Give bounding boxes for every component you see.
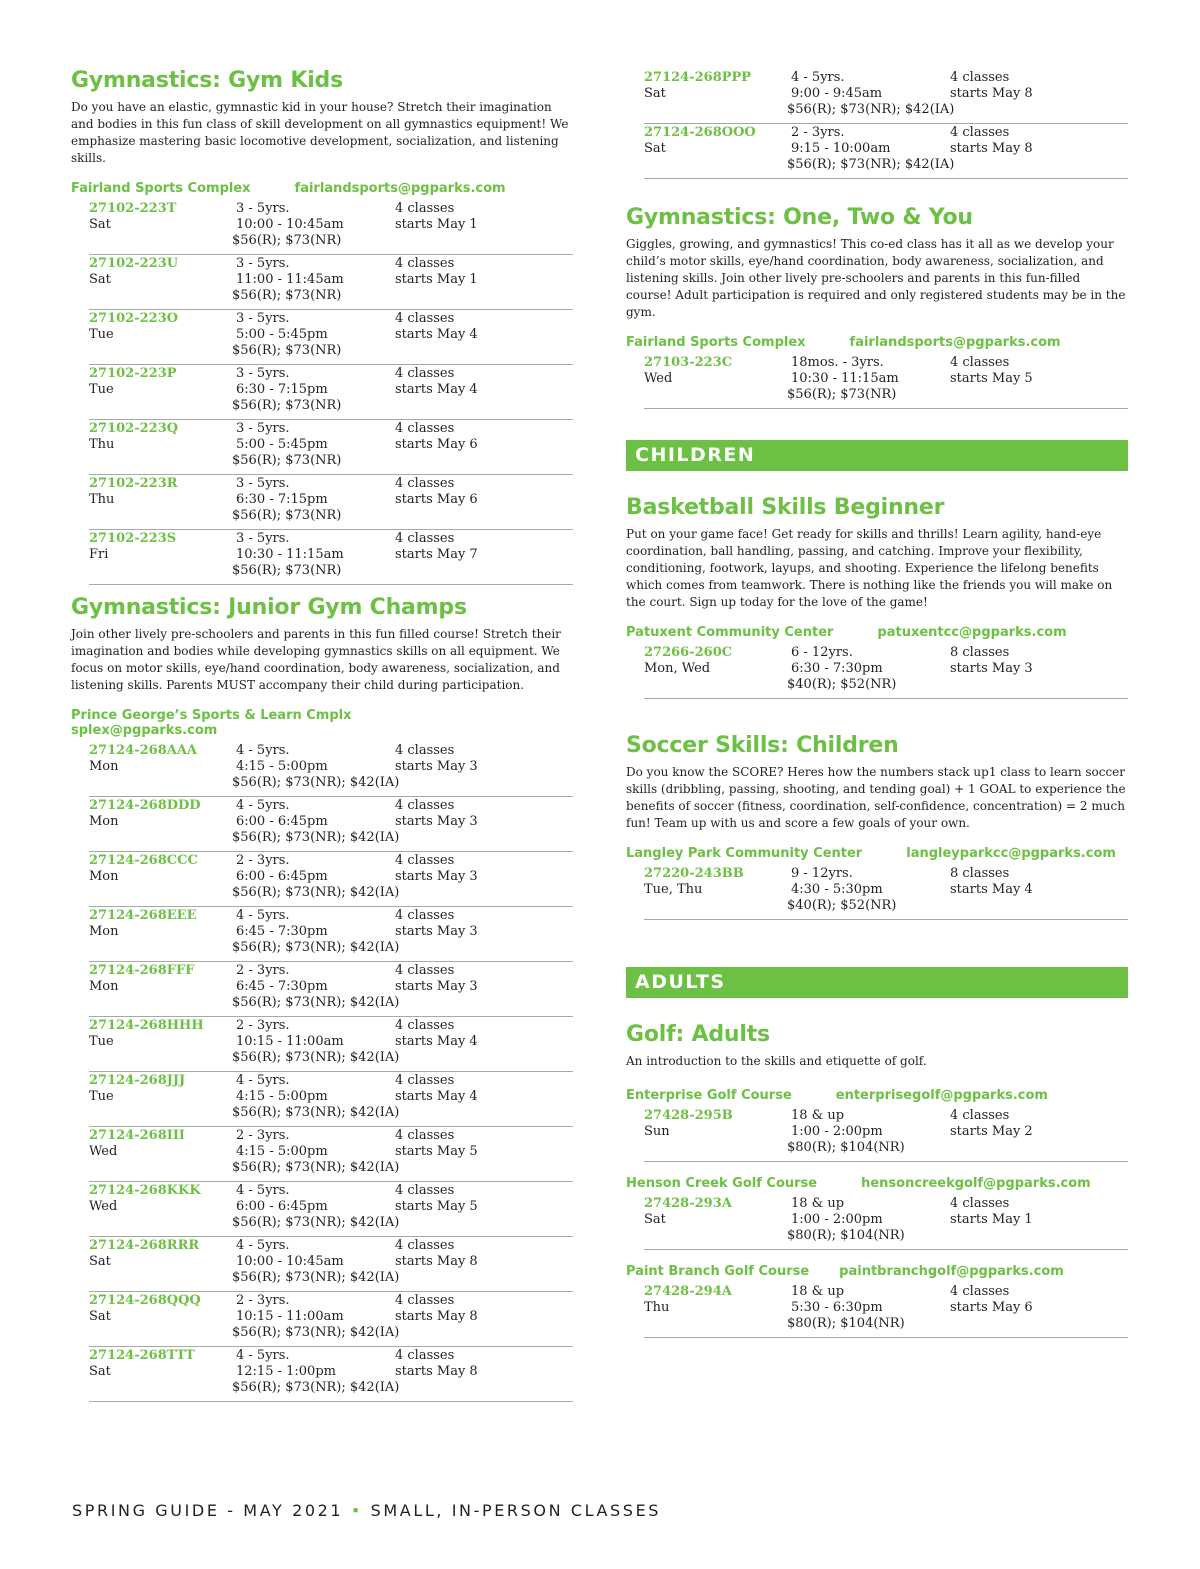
class-code[interactable]: 27124-268JJJ xyxy=(89,1073,186,1088)
one-two-you-section xyxy=(626,204,1128,409)
class-start-date: starts May 1 xyxy=(395,272,478,287)
class-age: 9 - 12yrs. xyxy=(791,866,853,881)
class-start-date: starts May 4 xyxy=(395,1089,478,1104)
class-age: 4 - 5yrs. xyxy=(236,1073,290,1088)
class-age: 4 - 5yrs. xyxy=(236,1183,290,1198)
class-code[interactable]: 27124-268CCC xyxy=(89,853,198,868)
location-line xyxy=(626,1264,1128,1279)
junior-gym-champs-section xyxy=(71,594,573,1402)
class-start-date: starts May 8 xyxy=(395,1254,478,1269)
class-start-date: starts May 7 xyxy=(395,547,478,562)
class-start-date: starts May 8 xyxy=(950,141,1033,156)
class-count: 4 classes xyxy=(395,1348,455,1363)
class-age: 4 - 5yrs. xyxy=(236,798,290,813)
class-fee: $56(R); $73(NR); $42(IA) xyxy=(232,995,400,1010)
class-fee: $56(R); $73(NR) xyxy=(232,563,342,578)
class-fee: $56(R); $73(NR); $42(IA) xyxy=(232,1050,400,1065)
class-day: Tue xyxy=(89,327,114,342)
class-age: 2 - 3yrs. xyxy=(791,125,845,140)
class-code[interactable]: 27102-223U xyxy=(89,256,179,271)
class-code[interactable]: 27124-268EEE xyxy=(89,908,197,923)
class-start-date: starts May 6 xyxy=(395,437,478,452)
class-count: 4 classes xyxy=(395,1293,455,1308)
class-start-date: starts May 3 xyxy=(950,661,1033,676)
class-day: Fri xyxy=(89,547,109,562)
class-day: Mon, Wed xyxy=(644,661,711,676)
class-time: 6:30 - 7:15pm xyxy=(236,382,328,397)
class-code[interactable]: 27124-268DDD xyxy=(89,798,201,813)
class-count: 4 classes xyxy=(395,311,455,326)
class-age: 3 - 5yrs. xyxy=(236,201,290,216)
class-time: 12:15 - 1:00pm xyxy=(236,1364,336,1379)
class-age: 18 & up xyxy=(791,1284,845,1299)
class-row xyxy=(644,124,1128,179)
class-start-date: starts May 8 xyxy=(950,86,1033,101)
class-day: Tue xyxy=(89,1089,114,1104)
class-day: Sat xyxy=(89,217,111,232)
class-code[interactable]: 27124-268QQQ xyxy=(89,1293,201,1308)
location-name: Fairland Sports Complex xyxy=(626,335,806,350)
class-code[interactable]: 27124-268RRR xyxy=(89,1238,200,1253)
class-code[interactable]: 27124-268OOO xyxy=(644,125,756,140)
class-code[interactable]: 27102-223Q xyxy=(89,421,179,436)
class-start-date: starts May 5 xyxy=(950,371,1033,386)
class-time: 6:00 - 6:45pm xyxy=(236,1199,328,1214)
section-description: Do you know the SCORE? Heres how the numbers stack up1 class to learn soccer skills (dribbling, passing, shooting, and tending goal) + 1 GOAL to experience the benefits of soccer (fitness, coordination, self-confidence, concentration) = 2 much fun! Team up with us and score a few goals of your own. xyxy=(626,765,1126,830)
class-day: Thu xyxy=(89,492,115,507)
class-code[interactable]: 27124-268AAA xyxy=(89,743,198,758)
class-list xyxy=(644,1283,1128,1338)
class-count: 4 classes xyxy=(395,798,455,813)
class-list xyxy=(644,1195,1128,1250)
gym-kids-section xyxy=(71,67,573,585)
class-count: 4 classes xyxy=(395,1073,455,1088)
class-count: 8 classes xyxy=(950,645,1010,660)
class-count: 4 classes xyxy=(395,476,455,491)
class-time: 6:45 - 7:30pm xyxy=(236,924,328,939)
footer-subtitle: SMALL, IN-PERSON CLASSES xyxy=(370,1501,662,1520)
class-age: 3 - 5yrs. xyxy=(236,476,290,491)
class-fee: $56(R); $73(NR); $42(IA) xyxy=(787,157,955,172)
class-row xyxy=(644,644,1128,699)
location-name: Fairland Sports Complex xyxy=(71,181,251,196)
class-start-date: starts May 8 xyxy=(395,1309,478,1324)
class-row xyxy=(644,354,1128,409)
section-title: Gymnastics: Gym Kids xyxy=(71,68,343,93)
section-description: An introduction to the skills and etiquette of golf. xyxy=(626,1054,927,1068)
class-age: 18mos. - 3yrs. xyxy=(791,355,884,370)
class-time: 10:00 - 10:45am xyxy=(236,217,344,232)
class-time: 11:00 - 11:45am xyxy=(236,272,344,287)
class-fee: $56(R); $73(NR); $42(IA) xyxy=(232,1380,400,1395)
class-code[interactable]: 27103-223C xyxy=(644,355,733,370)
location-email[interactable]: splex@pgparks.com xyxy=(71,723,218,738)
class-code[interactable]: 27124-268III xyxy=(89,1128,186,1143)
location-name: Patuxent Community Center xyxy=(626,625,834,640)
class-age: 2 - 3yrs. xyxy=(236,1128,290,1143)
class-age: 3 - 5yrs. xyxy=(236,311,290,326)
class-list xyxy=(89,742,573,1402)
class-count: 4 classes xyxy=(395,421,455,436)
class-count: 4 classes xyxy=(395,1183,455,1198)
children-category-band xyxy=(626,440,1128,471)
class-count: 4 classes xyxy=(395,366,455,381)
category-label: CHILDREN xyxy=(635,444,756,466)
class-row xyxy=(89,1072,573,1127)
class-row xyxy=(89,255,573,310)
class-row xyxy=(644,1107,1128,1162)
class-fee: $56(R); $73(NR); $42(IA) xyxy=(232,1160,400,1175)
class-code[interactable]: 27428-294A xyxy=(644,1284,732,1299)
class-fee: $40(R); $52(NR) xyxy=(787,898,897,913)
footer-guide-title: SPRING GUIDE - MAY 2021 xyxy=(72,1501,344,1520)
section-description: Giggles, growing, and gymnastics! This co-ed class has it all as we develop your child’s motor skills, eye/hand coordination, body awareness, socialization, and listening skills. Join other lively pre-schoolers and parents in this fun-filled course! Adult participation is required and only registered students may be in the gym. xyxy=(626,237,1126,319)
golf-section xyxy=(626,1021,1128,1338)
class-day: Tue, Thu xyxy=(644,882,703,897)
class-day: Tue xyxy=(89,382,114,397)
class-day: Wed xyxy=(89,1199,118,1214)
class-age: 4 - 5yrs. xyxy=(236,1348,290,1363)
class-time: 5:00 - 5:45pm xyxy=(236,327,328,342)
location-email[interactable]: enterprisegolf@pgparks.com xyxy=(835,1088,1048,1103)
class-count: 4 classes xyxy=(950,70,1010,85)
class-time: 1:00 - 2:00pm xyxy=(791,1124,883,1139)
class-code[interactable]: 27124-268HHH xyxy=(89,1018,204,1033)
soccer-section xyxy=(626,732,1128,920)
class-fee: $56(R); $73(NR) xyxy=(232,453,342,468)
class-count: 4 classes xyxy=(395,1238,455,1253)
class-row xyxy=(644,69,1128,124)
class-count: 4 classes xyxy=(395,963,455,978)
section-title: Golf: Adults xyxy=(626,1022,770,1047)
class-code[interactable]: 27124-268FFF xyxy=(89,963,195,978)
class-code[interactable]: 27124-268TTT xyxy=(89,1348,195,1363)
section-description: Join other lively pre-schoolers and parents in this fun filled course! Stretch their imagination and bodies while developing gymnastics skills on all equipment. We focus on motor skills, eye/hand coordination, body awareness, socialization, and listening skills. Parents MUST accompany their child during participation. xyxy=(71,627,561,692)
class-age: 2 - 3yrs. xyxy=(236,1293,290,1308)
class-row xyxy=(89,1292,573,1347)
class-count: 4 classes xyxy=(950,1108,1010,1123)
class-start-date: starts May 2 xyxy=(950,1124,1033,1139)
class-age: 4 - 5yrs. xyxy=(236,1238,290,1253)
class-fee: $56(R); $73(NR); $42(IA) xyxy=(232,775,400,790)
class-start-date: starts May 5 xyxy=(395,1199,478,1214)
class-fee: $80(R); $104(NR) xyxy=(787,1228,905,1243)
class-start-date: starts May 4 xyxy=(395,382,478,397)
class-time: 6:30 - 7:15pm xyxy=(236,492,328,507)
class-row xyxy=(89,475,573,530)
class-fee: $40(R); $52(NR) xyxy=(787,677,897,692)
class-code[interactable]: 27124-268PPP xyxy=(644,70,752,85)
class-fee: $56(R); $73(NR); $42(IA) xyxy=(787,102,955,117)
class-fee: $56(R); $73(NR); $42(IA) xyxy=(232,940,400,955)
class-day: Sat xyxy=(89,272,111,287)
class-row xyxy=(89,1017,573,1072)
class-fee: $80(R); $104(NR) xyxy=(787,1140,905,1155)
class-start-date: starts May 3 xyxy=(395,979,478,994)
class-day: Mon xyxy=(89,924,119,939)
class-row xyxy=(644,865,1128,920)
class-day: Tue xyxy=(89,1034,114,1049)
class-day: Sat xyxy=(89,1254,111,1269)
class-row xyxy=(89,200,573,255)
class-age: 3 - 5yrs. xyxy=(236,531,290,546)
class-time: 5:00 - 5:45pm xyxy=(236,437,328,452)
class-time: 9:15 - 10:00am xyxy=(791,141,891,156)
class-age: 18 & up xyxy=(791,1108,845,1123)
class-age: 2 - 3yrs. xyxy=(236,853,290,868)
location-name: Henson Creek Golf Course xyxy=(626,1176,818,1191)
class-code[interactable]: 27124-268KKK xyxy=(89,1183,201,1198)
class-day: Sat xyxy=(89,1309,111,1324)
class-day: Mon xyxy=(89,979,119,994)
basketball-section xyxy=(626,494,1128,699)
class-start-date: starts May 3 xyxy=(395,924,478,939)
class-fee: $56(R); $73(NR) xyxy=(232,343,342,358)
class-code[interactable]: 27428-293A xyxy=(644,1196,732,1211)
location-email[interactable]: langleyparkcc@pgparks.com xyxy=(906,846,1116,861)
class-time: 4:15 - 5:00pm xyxy=(236,1144,328,1159)
class-time: 4:15 - 5:00pm xyxy=(236,759,328,774)
class-fee: $56(R); $73(NR); $42(IA) xyxy=(232,1270,400,1285)
location-name: Paint Branch Golf Course xyxy=(626,1264,810,1279)
class-count: 4 classes xyxy=(950,355,1010,370)
class-row xyxy=(89,852,573,907)
class-fee: $56(R); $73(NR) xyxy=(232,233,342,248)
class-time: 4:30 - 5:30pm xyxy=(791,882,883,897)
location-line xyxy=(626,625,1128,640)
class-start-date: starts May 6 xyxy=(395,492,478,507)
class-age: 18 & up xyxy=(791,1196,845,1211)
location-name: Enterprise Golf Course xyxy=(626,1088,792,1103)
class-day: Thu xyxy=(89,437,115,452)
class-day: Wed xyxy=(89,1144,118,1159)
class-fee: $56(R); $73(NR) xyxy=(232,398,342,413)
class-count: 4 classes xyxy=(395,256,455,271)
class-time: 10:15 - 11:00am xyxy=(236,1309,344,1324)
section-title: Soccer Skills: Children xyxy=(626,733,899,758)
class-day: Mon xyxy=(89,869,119,884)
class-time: 6:30 - 7:30pm xyxy=(791,661,883,676)
location-email[interactable]: hensoncreekgolf@pgparks.com xyxy=(861,1176,1091,1191)
class-row xyxy=(89,962,573,1017)
class-start-date: starts May 8 xyxy=(395,1364,478,1379)
adults-category-band xyxy=(626,967,1128,998)
class-code[interactable]: 27266-260C xyxy=(644,645,733,660)
class-count: 4 classes xyxy=(395,201,455,216)
class-age: 3 - 5yrs. xyxy=(236,366,290,381)
class-start-date: starts May 3 xyxy=(395,869,478,884)
class-time: 9:00 - 9:45am xyxy=(791,86,883,101)
class-time: 5:30 - 6:30pm xyxy=(791,1300,883,1315)
location-line xyxy=(626,1176,1128,1191)
class-code[interactable]: 27220-243BB xyxy=(644,866,744,881)
location-line xyxy=(626,846,1128,861)
location-line xyxy=(626,335,1128,350)
class-day: Mon xyxy=(89,759,119,774)
class-start-date: starts May 4 xyxy=(395,1034,478,1049)
class-fee: $56(R); $73(NR); $42(IA) xyxy=(232,830,400,845)
class-time: 10:15 - 11:00am xyxy=(236,1034,344,1049)
location-name: Prince George’s Sports & Learn Cmplx xyxy=(71,708,352,723)
class-code[interactable]: 27102-223R xyxy=(89,476,178,491)
class-code[interactable]: 27102-223T xyxy=(89,201,177,216)
class-age: 4 - 5yrs. xyxy=(236,743,290,758)
location-line xyxy=(71,708,573,738)
class-start-date: starts May 5 xyxy=(395,1144,478,1159)
class-code[interactable]: 27102-223P xyxy=(89,366,177,381)
class-fee: $56(R); $73(NR); $42(IA) xyxy=(232,1325,400,1340)
class-list xyxy=(89,200,573,585)
class-start-date: starts May 6 xyxy=(950,1300,1033,1315)
class-row xyxy=(89,310,573,365)
class-time: 10:30 - 11:15am xyxy=(791,371,899,386)
class-start-date: starts May 4 xyxy=(950,882,1033,897)
class-count: 4 classes xyxy=(395,1128,455,1143)
section-description: Put on your game face! Get ready for skills and thrills! Learn agility, hand-eye coordination, ball handling, passing, and catching. Improve your flexibility, conditioning, footwork, layups, and shooting. Experience the lifelong benefits which comes from teamwork. There is nothing like the friends you will make on the court. Sign up today for the love of the game! xyxy=(626,527,1113,609)
class-row xyxy=(89,530,573,585)
class-row xyxy=(89,365,573,420)
class-time: 4:15 - 5:00pm xyxy=(236,1089,328,1104)
class-list xyxy=(644,865,1128,920)
class-count: 4 classes xyxy=(395,908,455,923)
class-start-date: starts May 1 xyxy=(950,1212,1033,1227)
location-email[interactable]: fairlandsports@pgparks.com xyxy=(294,181,506,196)
location-email[interactable]: patuxentcc@pgparks.com xyxy=(877,625,1067,640)
class-day: Sat xyxy=(644,141,666,156)
class-fee: $56(R); $73(NR) xyxy=(232,288,342,303)
footer-bullet: • xyxy=(350,1501,363,1520)
location-email[interactable]: paintbranchgolf@pgparks.com xyxy=(839,1264,1064,1279)
class-count: 8 classes xyxy=(950,866,1010,881)
class-row xyxy=(89,797,573,852)
class-time: 10:30 - 11:15am xyxy=(236,547,344,562)
class-age: 6 - 12yrs. xyxy=(791,645,853,660)
class-time: 1:00 - 2:00pm xyxy=(791,1212,883,1227)
class-day: Wed xyxy=(644,371,673,386)
class-count: 4 classes xyxy=(395,743,455,758)
class-row xyxy=(89,1127,573,1182)
class-age: 2 - 3yrs. xyxy=(236,963,290,978)
location-name: Langley Park Community Center xyxy=(626,846,863,861)
class-fee: $56(R); $73(NR); $42(IA) xyxy=(232,1105,400,1120)
class-day: Thu xyxy=(644,1300,670,1315)
class-time: 6:00 - 6:45pm xyxy=(236,814,328,829)
class-list xyxy=(644,354,1128,409)
class-row xyxy=(644,1195,1128,1250)
class-day: Sun xyxy=(644,1124,670,1139)
class-fee: $56(R); $73(NR) xyxy=(232,508,342,523)
class-row xyxy=(89,742,573,797)
class-day: Sat xyxy=(644,86,666,101)
class-age: 3 - 5yrs. xyxy=(236,256,290,271)
class-fee: $56(R); $73(NR); $42(IA) xyxy=(232,885,400,900)
class-row xyxy=(89,420,573,475)
class-code[interactable]: 27102-223S xyxy=(89,531,177,546)
page-footer xyxy=(72,1501,661,1520)
class-count: 4 classes xyxy=(395,1018,455,1033)
class-time: 6:00 - 6:45pm xyxy=(236,869,328,884)
location-email[interactable]: fairlandsports@pgparks.com xyxy=(849,335,1061,350)
junior-gym-champs-continued xyxy=(626,69,1128,179)
class-age: 4 - 5yrs. xyxy=(236,908,290,923)
location-line xyxy=(71,181,573,196)
class-age: 2 - 3yrs. xyxy=(236,1018,290,1033)
category-label: ADULTS xyxy=(635,971,726,993)
class-age: 4 - 5yrs. xyxy=(791,70,845,85)
class-count: 4 classes xyxy=(395,531,455,546)
class-start-date: starts May 3 xyxy=(395,759,478,774)
class-day: Sat xyxy=(89,1364,111,1379)
class-row xyxy=(89,1237,573,1292)
class-fee: $56(R); $73(NR) xyxy=(787,387,897,402)
class-fee: $56(R); $73(NR); $42(IA) xyxy=(232,1215,400,1230)
class-count: 4 classes xyxy=(950,1196,1010,1211)
class-time: 6:45 - 7:30pm xyxy=(236,979,328,994)
class-list xyxy=(644,69,1128,179)
class-code[interactable]: 27428-295B xyxy=(644,1108,733,1123)
section-title: Gymnastics: One, Two & You xyxy=(626,205,973,230)
class-code[interactable]: 27102-223O xyxy=(89,311,179,326)
class-list xyxy=(644,644,1128,699)
location-line xyxy=(626,1088,1128,1103)
class-day: Sat xyxy=(644,1212,666,1227)
class-start-date: starts May 1 xyxy=(395,217,478,232)
class-fee: $80(R); $104(NR) xyxy=(787,1316,905,1331)
section-description: Do you have an elastic, gymnastic kid in your house? Stretch their imagination and bodies in this fun class of skill development on all gymnastics equipment! We emphasize mastering basic locomotive development, socialization, and listening skills. xyxy=(71,100,569,165)
class-count: 4 classes xyxy=(950,125,1010,140)
class-list xyxy=(644,1107,1128,1162)
class-count: 4 classes xyxy=(950,1284,1010,1299)
class-time: 10:00 - 10:45am xyxy=(236,1254,344,1269)
section-title: Basketball Skills Beginner xyxy=(626,495,945,520)
class-row xyxy=(644,1283,1128,1338)
class-row xyxy=(89,1347,573,1402)
class-day: Mon xyxy=(89,814,119,829)
class-start-date: starts May 4 xyxy=(395,327,478,342)
class-age: 3 - 5yrs. xyxy=(236,421,290,436)
class-start-date: starts May 3 xyxy=(395,814,478,829)
class-count: 4 classes xyxy=(395,853,455,868)
class-row xyxy=(89,1182,573,1237)
class-row xyxy=(89,907,573,962)
section-title: Gymnastics: Junior Gym Champs xyxy=(71,595,467,620)
